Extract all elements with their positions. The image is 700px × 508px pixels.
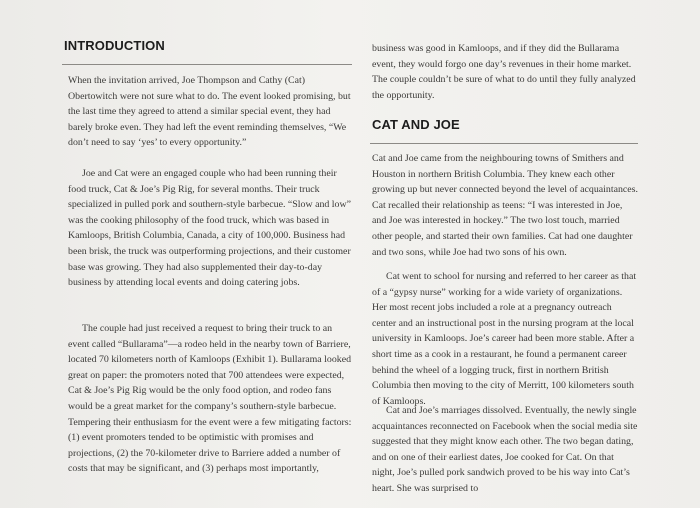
paragraph: When the invitation arrived, Joe Thompson and Cathy (Cat) Obertowitch were not sure what to do. The event looked promising, but the last time they agreed to attend a similar special event, they had barely broke even. They had left the event reminding themselves, “We don’t need to say ‘yes’ to every opportunity.” [68,75,351,149]
section-heading-introduction: INTRODUCTION [64,38,165,53]
section-rule [62,64,352,65]
paragraph: Joe and Cat were an engaged couple who had been running their food truck, Cat & Joe’s Pig Rig, for several months. Their truck specialized in pulled pork and southern-style barbecue. “Slow and low” was the cooking philosophy of the food truck, which was based in Kamloops, British Columbia, Canada, a city of 100,000. Business had been brisk, the truck was outperforming projections, and their customer base was growing. They had also supplemented their day-to-day business by attending local events and doing catering jobs. [68,168,351,289]
paragraph: business was good in Kamloops, and if they did the Bullarama event, they would forgo one day’s revenues in their home market. The couple couldn’t be sure of what to do until they fully analyzed the opportunity. [372,43,636,101]
paragraph: The couple had just received a request to bring their truck to an event called “Bullarama”—a rodeo held in the nearby town of Barriere, located 70 kilometers north of Kamloops (Exhibit 1). Bullarama looked great on paper: the promoters noted that 700 attendees were expected, Cat & Joe’s Pig Rig would be the only food option, and rodeo fans would be a great market for the company’s southern-style barbecue. Tempering their enthusiasm for the event were a few mitigating factors: (1) event promoters tended to be optimistic with promises and projections, (2) the 70-kilometer drive to Barriere added a number of costs that may be significant, and (3) perhaps most importantly, [68,323,352,475]
paragraph: Cat and Joe’s marriages dissolved. Eventually, the newly single acquaintances reconnected on Facebook when the social media site suggested that they might know each other. The two began dating, and on one of their earliest dates, Joe cooked for Cat. On that night, Joe’s pulled pork sandwich proved to be his way into Cat’s heart. She was surprised to [372,405,638,494]
section-rule [370,143,638,144]
paragraph: Cat went to school for nursing and referred to her career as that of a “gypsy nurse” working for a wide variety of organizations. Her most recent jobs included a role at a pregnancy outreach center and an instructional post in the nursing program at the local university in Kamloops. Joe’s career had been more stable. After a short time as a cook in a restaurant, he found a permanent career behind the wheel of a logging truck, first in northern British Columbia then moving to the city of Merritt, 100 kilometers south of Kamloops. [372,271,637,407]
paragraph: Cat and Joe came from the neighbouring towns of Smithers and Houston in northern British Columbia. They knew each other growing up but never connected beyond the level of acquaintances. Cat recalled their relationship as teens: “I was interested in Joe, and Joe was interested in hockey.” The two lost touch, married other people, and started their own families. Cat had one daughter and two sons, while Joe had two sons of his own. [372,153,638,258]
section-heading-cat-and-joe: CAT AND JOE [372,117,460,132]
